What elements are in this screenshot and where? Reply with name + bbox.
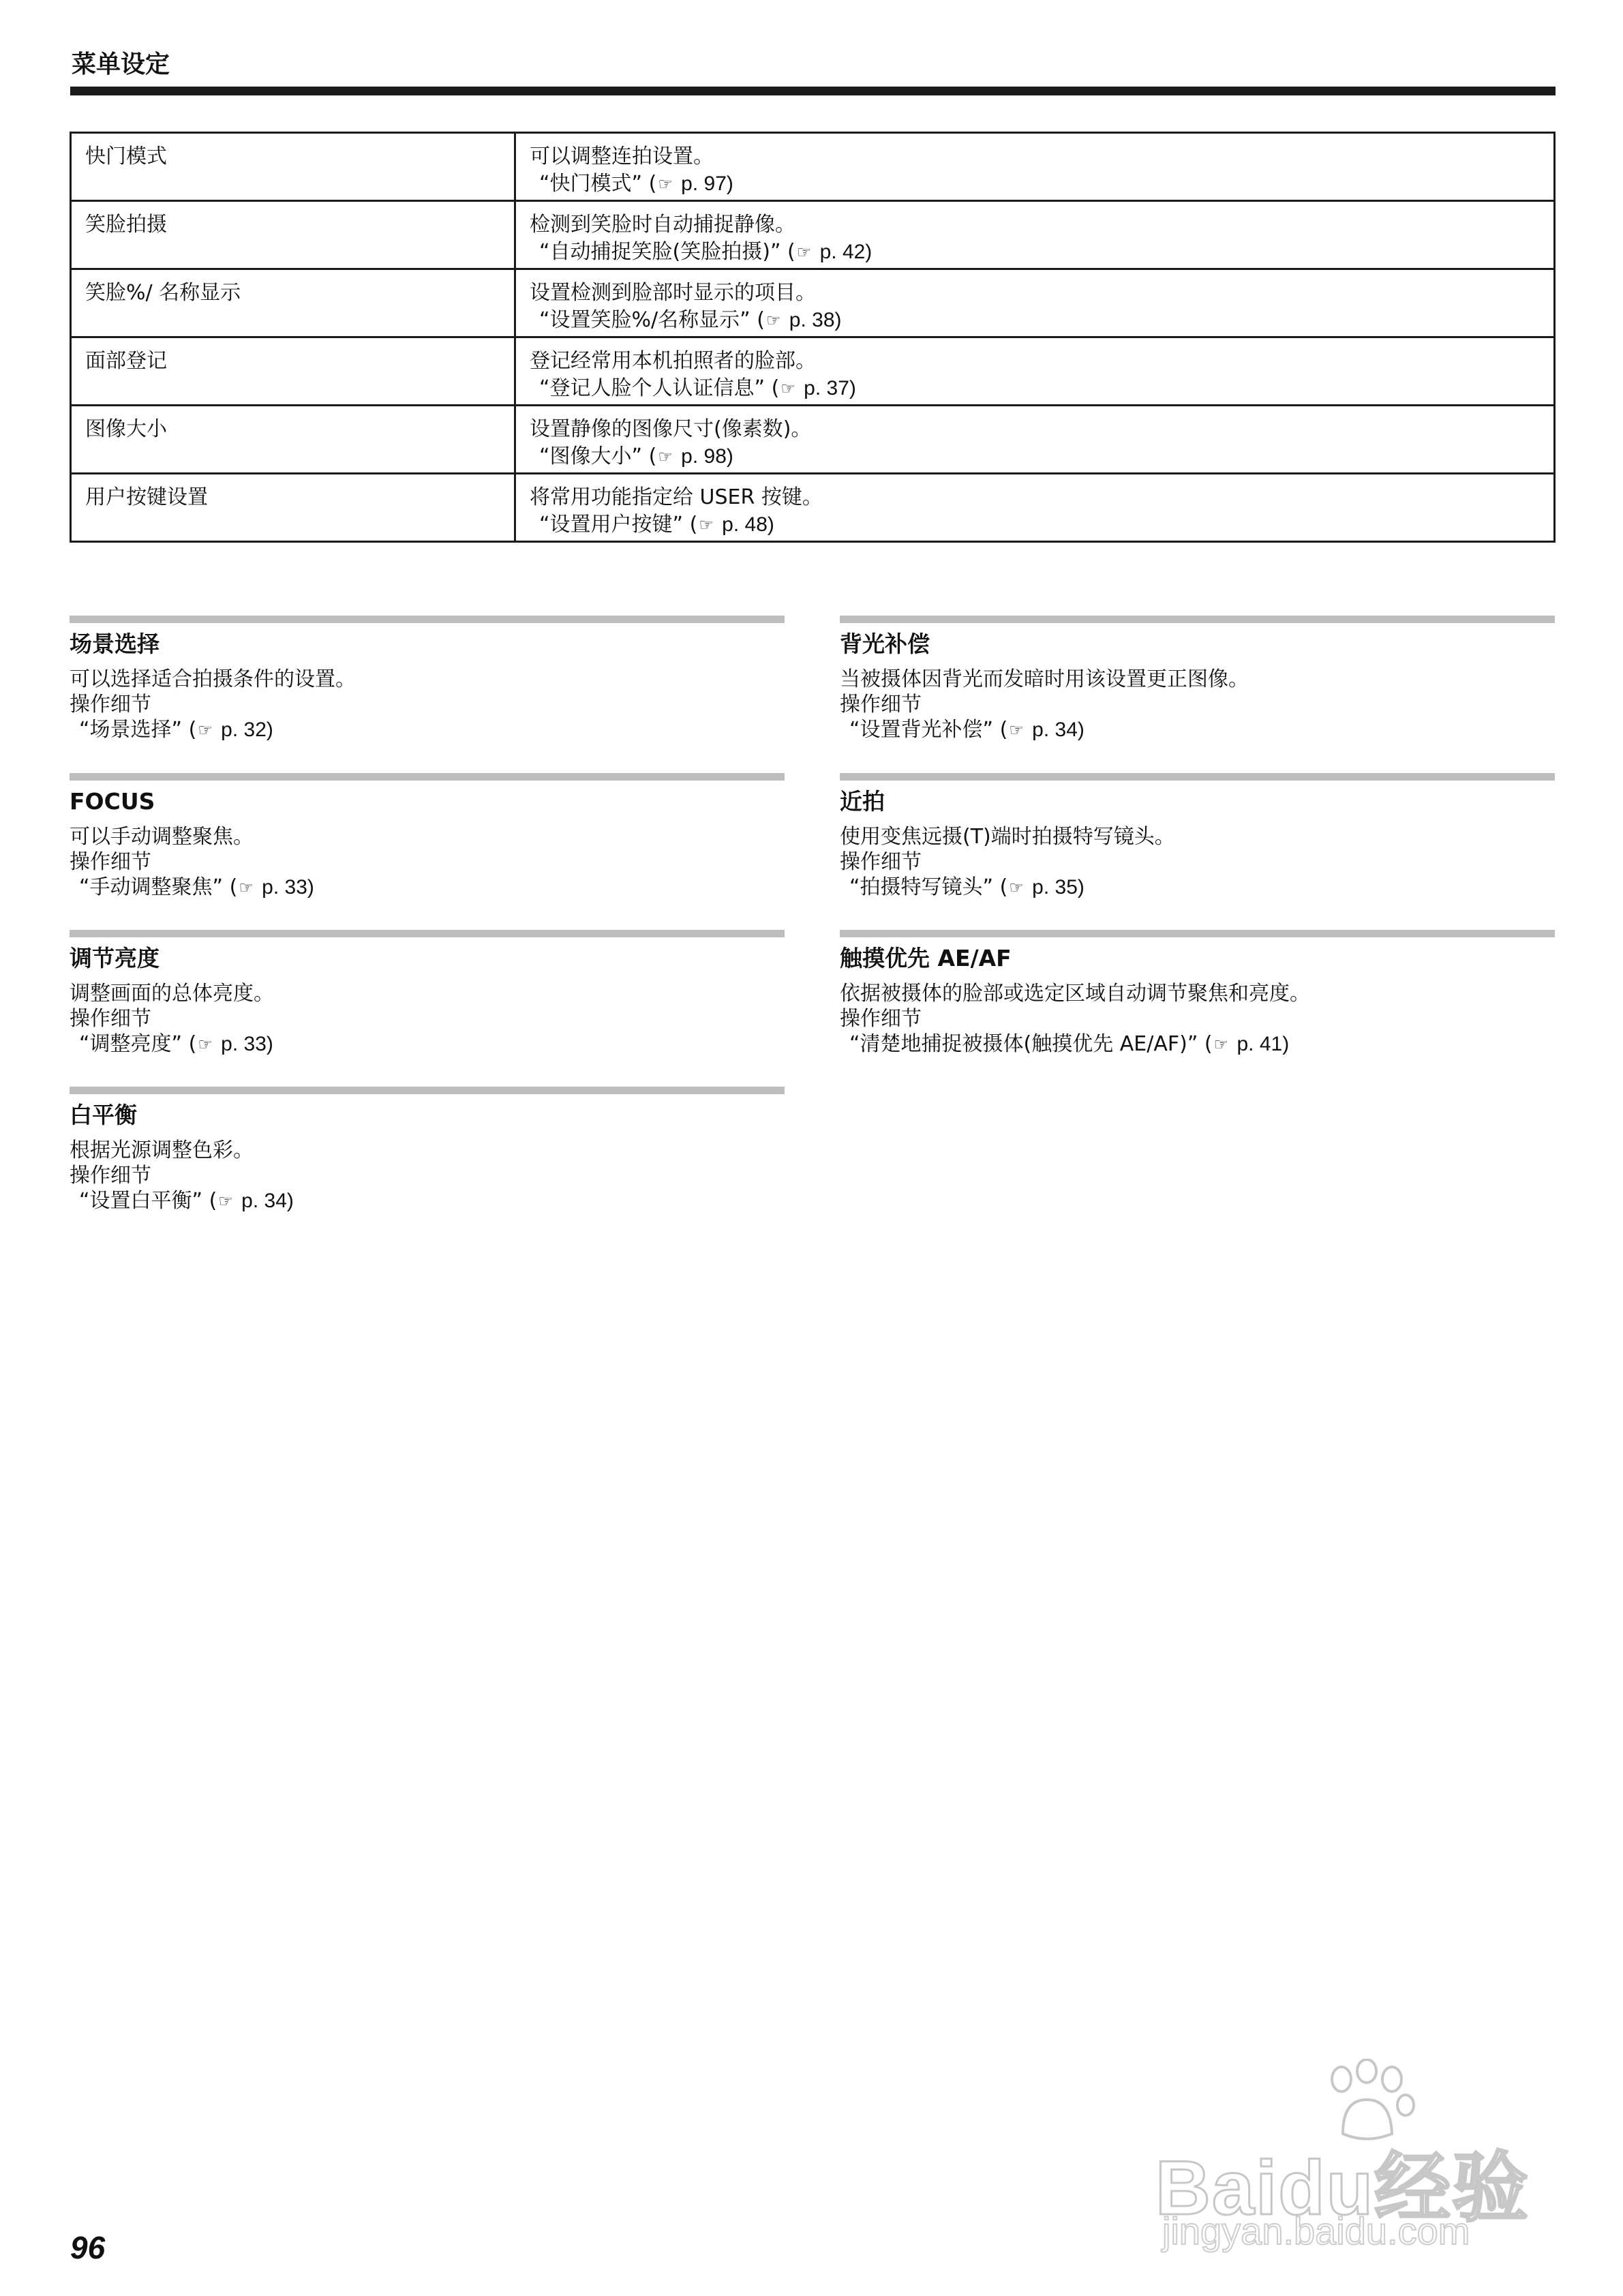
section-divider xyxy=(70,773,785,781)
reference-title: “手动调整聚焦” ( xyxy=(79,875,238,899)
detail-label: 操作细节 xyxy=(840,693,922,716)
section-touch-priority xyxy=(840,930,1555,1057)
page-reference-link[interactable] xyxy=(530,170,1540,198)
menu-item-description: 检测到笑脸时自动捕捉静像。 xyxy=(530,213,795,237)
pointing-hand-icon: ☞ xyxy=(198,1035,213,1054)
reference-page: p. 48) xyxy=(716,513,774,536)
menu-item-name: 图像大小 xyxy=(71,406,515,474)
baidu-jingyan-watermark xyxy=(1155,2059,1537,2263)
reference-page: p. 33) xyxy=(256,876,314,898)
menu-item-description: 将常用功能指定给 USER 按键。 xyxy=(530,485,823,509)
section-divider xyxy=(840,773,1555,781)
menu-item-description-cell xyxy=(515,474,1555,542)
pointing-hand-icon: ☞ xyxy=(780,379,795,398)
pointing-hand-icon: ☞ xyxy=(796,243,812,262)
detail-label: 操作细节 xyxy=(70,1164,151,1188)
section-divider xyxy=(840,930,1555,937)
reference-title: “设置背光补偿” ( xyxy=(849,718,1008,742)
menu-item-description: 登记经常用本机拍照者的脸部。 xyxy=(530,349,816,373)
reference-page: p. 97) xyxy=(675,172,733,195)
reference-title: “图像大小” ( xyxy=(539,444,657,468)
reference-title: “登记人脸个人认证信息” ( xyxy=(539,376,780,400)
section-description: 使用变焦远摄(T)端时拍摄特写镜头。 xyxy=(840,825,1175,849)
section-backlight xyxy=(840,616,1555,743)
detail-label: 操作细节 xyxy=(70,693,151,716)
menu-settings-table xyxy=(70,132,1556,543)
page-title: 菜单设定 xyxy=(72,50,170,78)
section-closeup xyxy=(840,773,1555,901)
pointing-hand-icon: ☞ xyxy=(218,1192,233,1211)
section-body xyxy=(840,981,1555,1057)
page-reference-link[interactable] xyxy=(530,307,1540,334)
detail-label: 操作细节 xyxy=(70,850,151,874)
reference-page: p. 41) xyxy=(1231,1033,1290,1055)
section-description: 可以选择适合拍摄条件的设置。 xyxy=(70,667,356,691)
page-header xyxy=(70,48,1556,95)
menu-item-description-cell xyxy=(515,337,1555,406)
page-reference-link[interactable] xyxy=(840,875,1555,901)
page-reference-link[interactable] xyxy=(530,239,1540,266)
reference-title: “调整亮度” ( xyxy=(79,1032,197,1056)
page-reference-link[interactable] xyxy=(70,1188,785,1214)
pointing-hand-icon: ☞ xyxy=(1213,1035,1229,1054)
section-description: 根据光源调整色彩。 xyxy=(70,1138,254,1162)
section-white-balance xyxy=(70,1087,785,1214)
reference-page: p. 37) xyxy=(798,377,856,399)
table-row xyxy=(71,133,1555,201)
detail-label: 操作细节 xyxy=(840,850,922,874)
reference-title: “设置白平衡” ( xyxy=(79,1189,217,1213)
page-reference-link[interactable] xyxy=(530,511,1540,539)
section-description: 调整画面的总体亮度。 xyxy=(70,982,274,1006)
menu-item-description-cell xyxy=(515,133,1555,201)
watermark-brand: Baidu经验 xyxy=(1155,2145,1530,2231)
menu-item-name: 面部登记 xyxy=(71,337,515,406)
section-title: 背光补偿 xyxy=(840,631,930,657)
section-scene-select xyxy=(70,616,785,743)
pointing-hand-icon: ☞ xyxy=(765,311,781,330)
section-divider xyxy=(70,930,785,937)
menu-item-description-cell xyxy=(515,201,1555,269)
pointing-hand-icon: ☞ xyxy=(239,878,254,897)
page-reference-link[interactable] xyxy=(70,875,785,901)
section-title: 触摸优先 AE/AF xyxy=(840,945,1012,971)
menu-item-description-cell xyxy=(515,406,1555,474)
reference-page: p. 34) xyxy=(1026,719,1084,741)
watermark-url: jingyan.baidu.com xyxy=(1162,2209,1470,2252)
menu-item-name: 快门模式 xyxy=(71,133,515,201)
section-body xyxy=(70,1138,785,1214)
section-title: 调节亮度 xyxy=(70,945,160,971)
menu-item-name: 笑脸%/ 名称显示 xyxy=(71,269,515,337)
reference-page: p. 33) xyxy=(215,1033,273,1055)
section-description: 依据被摄体的脸部或选定区域自动调节聚焦和亮度。 xyxy=(840,982,1310,1006)
page-reference-link[interactable] xyxy=(530,443,1540,470)
reference-title: “快门模式” ( xyxy=(539,172,657,196)
table-row xyxy=(71,337,1555,406)
page-number: 96 xyxy=(70,2230,106,2265)
reference-title: “设置笑脸%/名称显示” ( xyxy=(539,308,765,332)
table-row xyxy=(71,201,1555,269)
table-row xyxy=(71,406,1555,474)
menu-item-description: 设置静像的图像尺寸(像素数)。 xyxy=(530,417,812,441)
page-reference-link[interactable] xyxy=(530,375,1540,402)
reference-title: “拍摄特写镜头” ( xyxy=(849,875,1008,899)
table-row xyxy=(71,474,1555,542)
section-body xyxy=(840,667,1555,743)
reference-page: p. 34) xyxy=(235,1190,294,1212)
section-title: 近拍 xyxy=(840,788,885,815)
menu-item-name: 笑脸拍摄 xyxy=(71,201,515,269)
reference-page: p. 38) xyxy=(783,309,842,331)
section-description: 当被摄体因背光而发暗时用该设置更正图像。 xyxy=(840,667,1249,691)
section-divider xyxy=(840,616,1555,623)
pointing-hand-icon: ☞ xyxy=(658,175,673,194)
page-reference-link[interactable] xyxy=(70,1031,785,1057)
section-title: 白平衡 xyxy=(70,1102,137,1128)
section-focus xyxy=(70,773,785,901)
detail-label: 操作细节 xyxy=(840,1007,922,1031)
section-body xyxy=(840,824,1555,901)
section-title: 场景选择 xyxy=(70,631,160,657)
section-body xyxy=(70,981,785,1057)
reference-title: “设置用户按键” ( xyxy=(539,513,698,537)
page-reference-link[interactable] xyxy=(70,717,785,743)
menu-item-name: 用户按键设置 xyxy=(71,474,515,542)
page-reference-link[interactable] xyxy=(840,1031,1555,1057)
pointing-hand-icon: ☞ xyxy=(1009,721,1024,740)
page-reference-link[interactable] xyxy=(840,717,1555,743)
section-description: 可以手动调整聚焦。 xyxy=(70,825,254,849)
pointing-hand-icon: ☞ xyxy=(1009,878,1024,897)
menu-item-description-cell xyxy=(515,269,1555,337)
reference-page: p. 42) xyxy=(814,241,873,263)
reference-page: p. 35) xyxy=(1026,876,1084,898)
section-brightness xyxy=(70,930,785,1057)
section-title: FOCUS xyxy=(70,788,155,815)
header-rule xyxy=(70,87,1556,95)
menu-item-description: 可以调整连拍设置。 xyxy=(530,145,714,168)
pointing-hand-icon: ☞ xyxy=(198,721,213,740)
pointing-hand-icon: ☞ xyxy=(699,515,714,534)
reference-title: “自动捕捉笑脸(笑脸拍摄)” ( xyxy=(539,240,795,264)
section-body xyxy=(70,667,785,743)
pointing-hand-icon: ☞ xyxy=(658,447,673,466)
menu-item-description: 设置检测到脸部时显示的项目。 xyxy=(530,281,816,305)
reference-title: “清楚地捕捉被摄体(触摸优先 AE/AF)” ( xyxy=(849,1032,1213,1056)
section-body xyxy=(70,824,785,901)
detail-label: 操作细节 xyxy=(70,1007,151,1031)
section-divider xyxy=(70,1087,785,1094)
table-row xyxy=(71,269,1555,337)
reference-page: p. 32) xyxy=(215,719,273,741)
section-divider xyxy=(70,616,785,623)
reference-page: p. 98) xyxy=(675,445,733,468)
reference-title: “场景选择” ( xyxy=(79,718,197,742)
